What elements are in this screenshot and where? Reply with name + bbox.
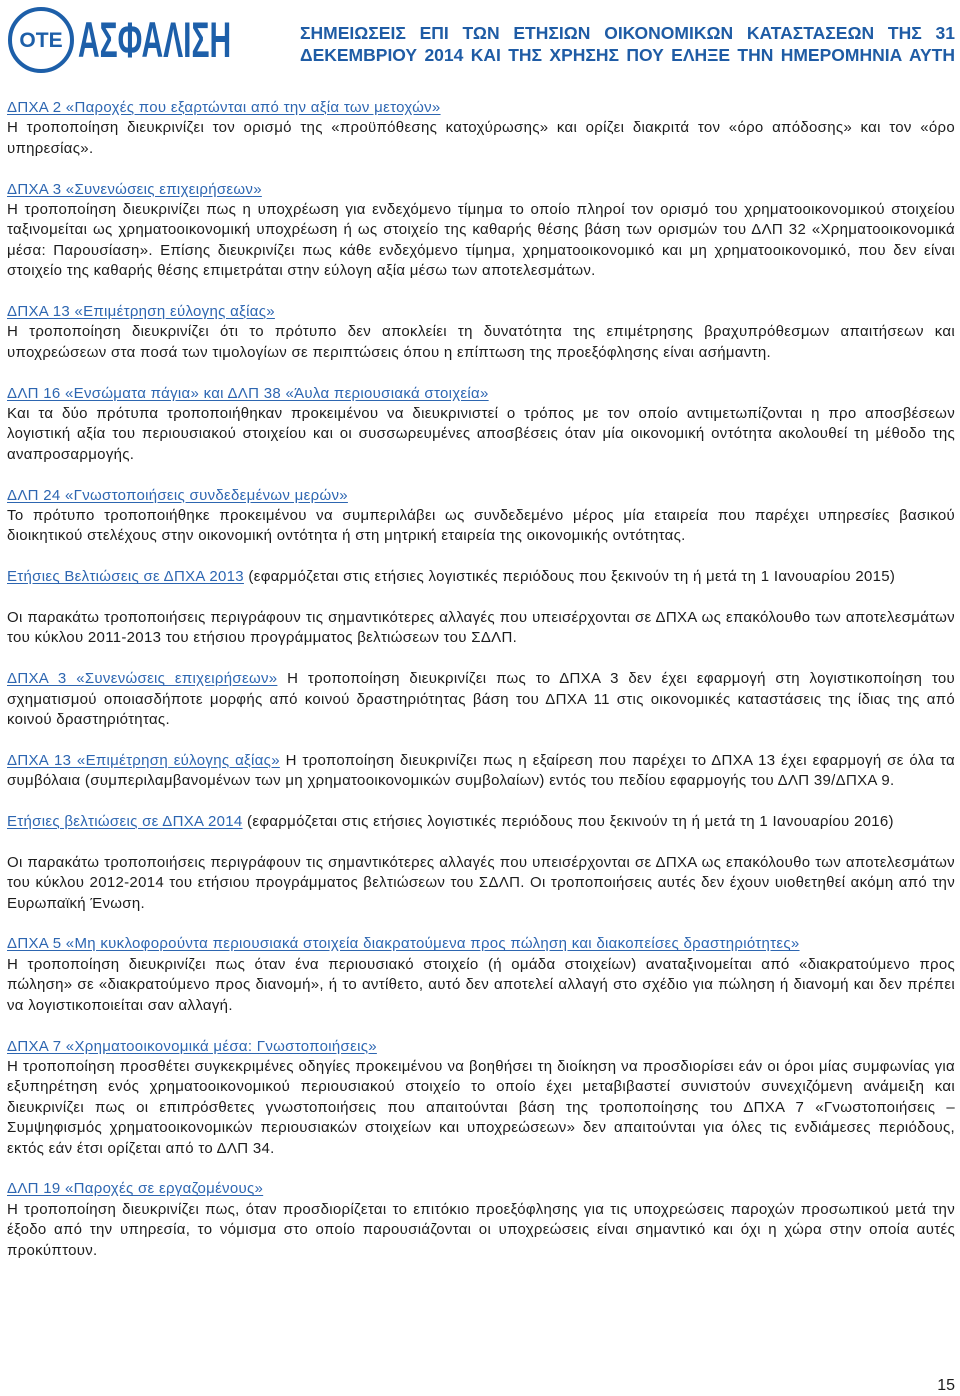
report-title-line: ΣΗΜΕΙΩΣΕΙΣ ΕΠΙ ΤΩΝ ΕΤΗΣΙΩΝ ΟΙΚΟΝΟΜΙΚΩΝ ΚΑΤΑΣΤΑΣΕΩΝ ΤΗΣ 31 <box>300 23 955 43</box>
section-annual-improvements-2014 <box>7 812 955 832</box>
section-ifrs-3-improvement <box>7 669 955 730</box>
inline-heading: ΔΠΧΑ 13 «Επιμέτρηση εύλογης αξίας» <box>7 751 280 769</box>
inline-text: Η τροποποίηση διευκρινίζει πως η εξαίρεση που παρέχει το ΔΠΧΑ 13 έχει εφαρμογή σε όλα τα συμβόλαια (συμπεριλαμβανομένων των μη χρηματοοικονομικών συμβολαίων) εντός του πεδίου εφαρμογής του ΔΛΠ 39/ΔΠΧΑ 9. <box>7 751 956 790</box>
section-body: Η τροποποίηση προσθέτει συγκεκριμένες οδηγίες προκειμένου να βοηθήσει τη διοίκηση να προσδιορίσει εάν οι όροι μίας συμφωνίας για εξυπηρέτηση ενός χρηματοοικονομικού περιουσιακού στοιχείο το οποίο έχει μεταβιβαστεί συνιστούν συνεχιζόμενη ανάμειξη και διευκρινίζει πως οι επιπρόσθετες γνωστοποιήσεις που απαιτούνται βάση της τροποποίησης του ΔΠΧΑ 7 «Γνωστοποιήσεις – Συμψηφισμός χρηματοοικονομικών περιουσιακών στοιχείων και υποχρεώσεων» δεν απαιτούνται για όλες τις ενδιάμεσες περιόδους, εκτός εάν έτσι ορίζεται από το ΔΛΠ 34. <box>7 1057 955 1157</box>
section-heading: ΔΛΠ 24 «Γνωστοποιήσεις συνδεδεμένων μερών» <box>7 486 348 504</box>
section-ias-19 <box>7 1179 955 1261</box>
section-body: Η τροποποίηση διευκρινίζει πως, όταν προσδιορίζεται το επιτόκιο προεξόφλησης για τις υποχρεώσεις παροχών προσωπικού μετά την έξοδο από την υπηρεσία, το νόμισμα στο οποίο παρουσιάζονται οι υποχρεώσεις είναι σημαντικό και όχι η χώρα στην οποία αυτές προκύπτουν. <box>7 1200 955 1259</box>
section-body: Και τα δύο πρότυπα τροποποιήθηκαν προκειμένου να διευκρινιστεί ο τρόπος με τον οποίο αντιμετωπίζονται η προ αποσβέσεων λογιστική αξία του περιουσιακού στοιχείου και οι συσσωρευμένες αποσβέσεις όταν μία οικονομική οντότητα ακολουθεί τη μέθοδο της αναπροσαρμογής. <box>7 405 955 463</box>
inline-text: (εφαρμόζεται στις ετήσιες λογιστικές περιόδους που ξεκινούν τη ή μετά τη 1 Ιανουαρίου 2015) <box>248 568 896 586</box>
section-ias-24 <box>7 486 955 547</box>
section-body: Η τροποποίηση διευκρινίζει πως όταν ένα περιουσιακό στοιχείο (ή ομάδα στοιχείων) αναταξινομείται από «διακρατούμενο προς πώληση» σε «διακρατούμενο προς διανομή», ή το αντίθετο, αυτό δεν αποτελεί αλλαγή στο σχέδιο για πώληση ή διανομή και δεν πρέπει να λογιστικοποιείται σαν αλλαγή. <box>7 955 955 1014</box>
inline-heading: Ετήσιες Βελτιώσεις σε ΔΠΧΑ 2013 <box>7 568 244 586</box>
inline-heading: Ετήσιες βελτιώσεις σε ΔΠΧΑ 2014 <box>7 813 243 831</box>
section-heading: ΔΠΧΑ 3 «Συνενώσεις επιχειρήσεων» <box>7 180 262 198</box>
report-title-line: ΔΕΚΕΜΒΡΙΟΥ 2014 ΚΑΙ ΤΗΣ ΧΡΗΣΗΣ ΠΟΥ ΕΛΗΞΕ ΤΗΝ ΗΜΕΡΟΜΗΝΙΑ ΑΥΤΗ <box>300 45 955 65</box>
section-heading: ΔΠΧΑ 2 «Παροχές που εξαρτώνται από την αξία των μετοχών» <box>7 99 441 116</box>
inline-heading: ΔΠΧΑ 3 «Συνενώσεις επιχειρήσεων» <box>7 670 278 688</box>
paragraph-cycle-2011-2013 <box>7 608 955 649</box>
logo-mark-text: ΟΤΕ <box>19 29 63 52</box>
notes-content <box>7 98 955 1281</box>
section-heading: ΔΛΠ 19 «Παροχές σε εργαζομένους» <box>7 1180 264 1198</box>
ote-logo-mark <box>6 4 76 76</box>
section-heading: ΔΠΧΑ 7 «Χρηματοοικονομικά μέσα: Γνωστοποιήσεις» <box>7 1037 377 1055</box>
report-title <box>300 22 955 66</box>
company-logo <box>6 4 246 80</box>
section-ias-16-38 <box>7 384 955 466</box>
section-ifrs-13-improvement <box>7 751 955 792</box>
section-heading: ΔΠΧΑ 5 «Μη κυκλοφορούντα περιουσιακά στοιχεία διακρατούμενα προς πώληση και διακοπείσες δραστηριότητες» <box>7 935 800 953</box>
paragraph-text: Οι παρακάτω τροποποιήσεις περιγράφουν τις σημαντικότερες αλλαγές που υπεισέρχονται σε ΔΠΧΑ ως επακόλουθο των αποτελεσμάτων του κύκλου 2011-2013 του ετήσιου προγράμματος βελτιώσεων του ΣΔΛΠ. <box>7 609 955 647</box>
section-body: Η τροποποίηση διευκρινίζει ότι το πρότυπο δεν αποκλείει τη δυνατότητα της επιμέτρησης βραχυπρόθεσμων απαιτήσεων και υποχρεώσεων στα ποσά των τιμολογίων σε περιπτώσεις όπου η επίπτωση της προεξόφλησης είναι ασήμαντη. <box>7 323 955 361</box>
paragraph-text: Οι παρακάτω τροποποιήσεις περιγράφουν τις σημαντικότερες αλλαγές που υπεισέρχονται σε ΔΠΧΑ ως επακόλουθο των αποτελεσμάτων του κύκλου 2012-2014 του ετήσιου προγράμματος βελτιώσεων του ΣΔΛΠ. Οι τροποποιήσεις αυτές δεν έχουν υιοθετηθεί ακόμη από την Ευρωπαϊκή Ένωση. <box>7 853 955 912</box>
section-heading: ΔΛΠ 16 «Ενσώματα πάγια» και ΔΛΠ 38 «Άυλα περιουσιακά στοιχεία» <box>7 384 489 402</box>
section-heading: ΔΠΧΑ 13 «Επιμέτρηση εύλογης αξίας» <box>7 303 275 321</box>
inline-text: Η τροποποίηση διευκρινίζει πως το ΔΠΧΑ 3 δεν έχει εφαρμογή στη λογιστικοποίηση του σχηματισμού οποιασδήποτε μορφής από κοινού δραστηριότητας βάση του ΔΠΧΑ 11 στις οικονομικές καταστάσεις της ίδιας της από κοινού δραστηριότητας. <box>7 670 955 729</box>
section-ifrs-7 <box>7 1037 955 1159</box>
paragraph-cycle-2012-2014 <box>7 853 955 914</box>
section-annual-improvements-2013 <box>7 567 955 587</box>
section-body: Η τροποποίηση διευκρινίζει πως η υποχρέωση για ενδεχόμενο τίμημα το οποίο πληροί τον ορισμό του χρηματοοικονομικού στοιχείου ταξινομείται ως χρηματοοικονομική υποχρέωση ή ως στοιχείο της καθαρής θέσης βάση των ορισμών του ΔΛΠ 32 «Χρηματοοικονομικά μέσα: Παρουσίαση». Επίσης διευκρινίζει πως κάθε ενδεχόμενο τίμημα, χρηματοοικονομικό και μη χρηματοοικονομικό, που δεν είναι στοιχείο της καθαρής θέσης επιμετράται στην εύλογη αξία μέσω των αποτελεσμάτων. <box>7 201 955 280</box>
inline-text: (εφαρμόζεται στις ετήσιες λογιστικές περιόδους που ξεκινούν τη ή μετά τη 1 Ιανουαρίου 2016) <box>247 813 894 831</box>
page-number: 15 <box>937 1377 955 1394</box>
section-ifrs-13 <box>7 302 955 363</box>
section-ifrs-5 <box>7 934 955 1016</box>
section-body: Η τροποποίηση διευκρινίζει τον ορισμό της «προϋπόθεσης κατοχύρωσης» και ορίζει διακριτά τον «όρο απόδοσης» και τον «όρο υπηρεσίας». <box>7 119 955 157</box>
section-ifrs-3 <box>7 180 955 282</box>
section-body: Το πρότυπο τροποποιήθηκε προκειμένου να συμπεριλάβει ως συνδεδεμένο μέρος μία εταιρεία που παρέχει υπηρεσίες βασικού διοικητικού στελέχους στην οικονομική οντότητα ή στη μητρική εταιρεία της οικονομικής οντότητας. <box>7 507 955 545</box>
section-ifrs-2 <box>7 98 955 159</box>
logo-wordmark: ΑΣΦΑΛΙΣΗ <box>78 12 232 68</box>
